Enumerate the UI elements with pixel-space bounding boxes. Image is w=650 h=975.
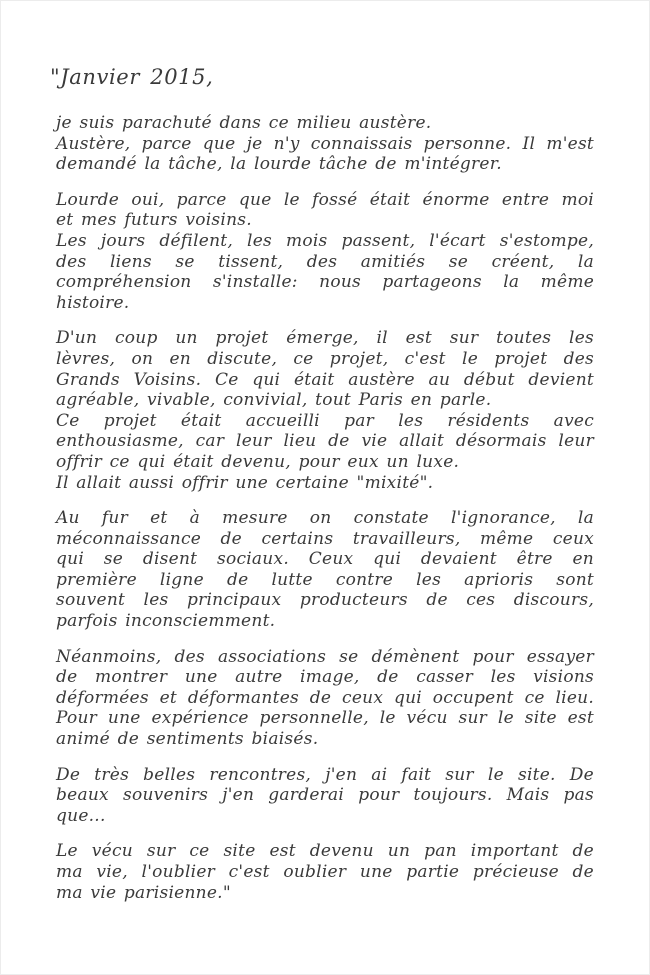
text-line: première ligne de lutte contre les aprioris sont — [56, 569, 594, 590]
text-line: je suis parachuté dans ce milieu austère. — [56, 113, 432, 133]
text-line: méconnaissance de certains travailleurs, même ceux — [56, 528, 594, 549]
text-line: Austère, parce que je n'y connaissais personne. Il m'est — [56, 133, 594, 154]
paragraph — [56, 841, 594, 903]
text-line: Lourde oui, parce que le fossé était énorme entre moi — [56, 189, 594, 210]
text-line: Grands Voisins. Ce qui était austère au début devient — [56, 369, 594, 390]
text-line: souvent les principaux producteurs de ces discours, — [56, 590, 594, 611]
text-line: Les jours défilent, les mois passent, l'écart s'estompe, — [56, 230, 594, 251]
text-line: ma vie parisienne." — [56, 882, 231, 903]
text-line: histoire. — [56, 292, 130, 313]
letter-body — [56, 113, 594, 903]
text-line: déformées et déformantes de ceux qui occupent ce lieu. — [56, 687, 594, 708]
text-line: Au fur et à mesure on constate l'ignorance, la — [56, 508, 594, 529]
text-line: compréhension s'installe: nous partageons la même — [56, 272, 594, 293]
text-line: de montrer une autre image, de casser les visions — [56, 667, 594, 688]
text-line: offrir ce qui était devenu, pour eux un luxe. — [56, 451, 460, 472]
paragraph — [56, 328, 594, 493]
paragraph — [56, 113, 594, 175]
text-line: lèvres, on en discute, ce projet, c'est le projet des — [56, 348, 594, 369]
text-line: Néanmoins, des associations se démènent pour essayer — [56, 646, 594, 667]
text-line: qui se disent sociaux. Ceux qui devaient être en — [56, 549, 594, 570]
text-line: et mes futurs voisins. — [56, 210, 252, 231]
text-line: D'un coup un projet émerge, il est sur toutes les — [56, 328, 594, 349]
text-line: demandé la tâche, la lourde tâche de m'intégrer. — [56, 154, 502, 175]
text-line: parfois inconsciemment. — [56, 611, 276, 632]
text-line: des liens se tissent, des amitiés se créent, la — [56, 251, 594, 272]
text-line: Ce projet était accueilli par les résidents avec — [56, 410, 594, 431]
paragraph — [56, 508, 594, 632]
text-line: ma vie, l'oublier c'est oublier une partie précieuse de — [56, 862, 594, 882]
text-line: Le vécu sur ce site est devenu un pan important de — [56, 841, 594, 862]
text-line: agréable, vivable, convivial, tout Paris en parle. — [56, 390, 492, 411]
text-line: beaux souvenirs j'en garderai pour toujours. Mais pas — [56, 785, 594, 806]
text-line: que... — [56, 805, 106, 826]
text-line: Pour une expérience personnelle, le vécu sur le site est — [56, 708, 594, 729]
text-line: Il allait aussi offrir une certaine "mixité". — [56, 472, 434, 493]
paragraph — [56, 190, 594, 314]
paragraph — [56, 765, 594, 827]
paragraph — [56, 647, 594, 750]
letter-date-heading: "Janvier 2015, — [50, 65, 214, 89]
text-line: enthousiasme, car leur lieu de vie allait désormais leur — [56, 431, 594, 452]
text-line: De très belles rencontres, j'en ai fait sur le site. De — [56, 764, 594, 785]
text-line: animé de sentiments biaisés. — [56, 729, 319, 750]
